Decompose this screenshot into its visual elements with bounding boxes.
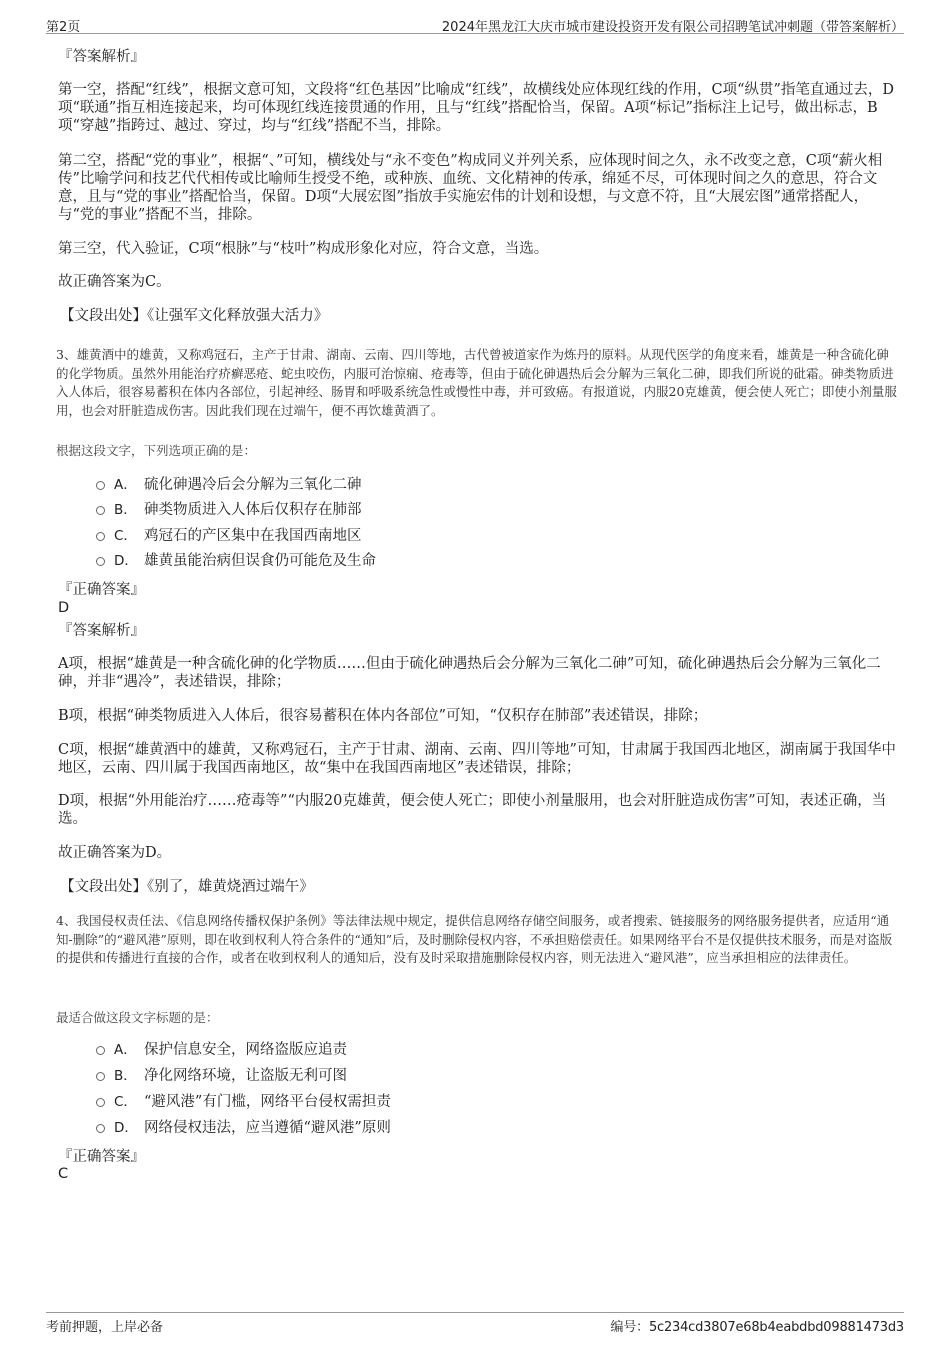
correct-answer: C xyxy=(58,1166,69,1182)
question-4-option-c[interactable]: C． “避风港”有门槛，网络平台侵权需担责 xyxy=(96,1092,391,1112)
source-line: 【文段出处】《别了，雄黄烧酒过端午》 xyxy=(60,879,314,895)
correct-answer-label: 『正确答案』 xyxy=(58,582,145,598)
footer-slogan: 考前押题，上岸必备 xyxy=(46,1320,164,1335)
question-3-option-d[interactable]: D． 雄黄虽能治病但误食仍可能危及生命 xyxy=(96,551,376,571)
analysis-conclusion: 故正确答案为D。 xyxy=(58,845,172,861)
analysis-label: 『答案解析』 xyxy=(58,49,145,65)
source-line: 【文段出处】《让强军文化释放强大活力》 xyxy=(60,308,329,324)
analysis-paragraph-3: 第三空，代入验证，C项“根脉”与“枝叶”构成形象化对应，符合文意，当选。 xyxy=(58,241,549,257)
radio-icon[interactable] xyxy=(96,1124,105,1133)
question-4-option-d[interactable]: D． 网络侵权违法，应当遵循“避风港”原则 xyxy=(96,1118,391,1138)
analysis-conclusion: 故正确答案为C。 xyxy=(58,274,171,290)
question-4-option-b[interactable]: B． 净化网络环境，让盗版无利可图 xyxy=(96,1066,347,1086)
radio-icon[interactable] xyxy=(96,1098,105,1107)
analysis-option-d: D项，根据“外用能治疗……疮毒等”“内服20克雄黄，便会使人死亡；即使小剂量服用，也会对肝脏造成伤害”可知，表述正确，当选。 xyxy=(58,793,887,827)
analysis-label: 『答案解析』 xyxy=(58,623,145,639)
document-title: 2024年黑龙江大庆市城市建设投资开发有限公司招聘笔试冲刺题（带答案解析） xyxy=(441,20,904,35)
question-3-option-a[interactable]: A． 硫化砷遇冷后会分解为三氧化二砷 xyxy=(96,475,362,495)
page-number: 第2页 xyxy=(46,20,81,35)
document-id: 编号：5c234cd3807e68b4eabdbd09881473d3 xyxy=(610,1320,904,1335)
radio-icon[interactable] xyxy=(96,481,105,490)
analysis-option-b: B项，根据“砷类物质进入人体后，很容易蓄积在体内各部位”可知，“仅积存在肺部”表述错误，排除； xyxy=(58,708,708,724)
question-3-text: 3、雄黄酒中的雄黄，又称鸡冠石，主产于甘肃、湖南、云南、四川等地，古代曾被道家作为炼丹的原料。从现代医学的角度来看，雄黄是一种含硫化砷的化学物质。虽然外用能治疗疥癣恶疮、蛇虫咬伤，内服可治惊痫、疮毒等，但由于硫化砷遇热后会分解为三氧化二砷，即我们所说的砒霜。砷类物质进入人体后，很容易蓄积在体内各部位，引起神经、肠胃和呼吸系统急性或慢性中毒，并可致癌。有报道说，内服20克雄黄，便会使人死亡；即使小剂量服用，也会对肝脏造成伤害。因此我们现在过端午，便不再饮雄黄酒了。 xyxy=(56,347,897,419)
correct-answer-label: 『正确答案』 xyxy=(58,1149,145,1165)
question-4-option-a[interactable]: A． 保护信息安全，网络盗版应追责 xyxy=(96,1040,347,1060)
analysis-option-a: A项，根据“雄黄是一种含硫化砷的化学物质……但由于硫化砷遇热后会分解为三氧化二砷”可知，硫化砷遇热后会分解为三氧化二砷，并非“遇冷”，表述错误，排除； xyxy=(58,656,881,690)
analysis-paragraph-1: 第一空，搭配“红线”，根据文意可知，文段将“红色基因”比喻成“红线”，故横线处应体现红线的作用，C项“纵贯”指笔直通过去，D项“联通”指互相连接起来，均可体现红线连接贯通的作用，且与“红线”搭配恰当，保留。A项“标记”指标注上记号，做出标志，B项“穿越”指跨过、越过、穿过，均与“红线”搭配不当，排除。 xyxy=(58,82,895,134)
radio-icon[interactable] xyxy=(96,1072,105,1081)
question-3-prompt: 根据这段文字，下列选项正确的是： xyxy=(56,443,257,458)
question-3-option-b[interactable]: B． 砷类物质进入人体后仅积存在肺部 xyxy=(96,500,362,520)
page-header xyxy=(46,14,904,34)
question-4-text: 4、我国侵权责任法、《信息网络传播权保护条例》等法律法规中规定，提供信息网络存储空间服务，或者搜索、链接服务的网络服务提供者，应适用“通知-删除”的“避风港”原则，即在收到权利人符合条件的“通知”后，及时删除侵权内容，不承担赔偿责任。如果网络平台不是仅提供技术服务，而是对盗版的提供和传播进行直接的合作，或者在收到权利人的通知后，没有及时采取措施删除侵权内容，则无法进入“避风港”，应当承担相应的法律责任。 xyxy=(56,913,893,966)
page-footer xyxy=(46,1312,904,1334)
question-4-prompt: 最适合做这段文字标题的是： xyxy=(56,1010,219,1025)
correct-answer: D xyxy=(58,600,70,616)
analysis-option-c: C项，根据“雄黄酒中的雄黄，又称鸡冠石，主产于甘肃、湖南、云南、四川等地”可知，甘肃属于我国西北地区，湖南属于我国华中地区，云南、四川属于我国西南地区，故“集中在我国西南地区”表述错误，排除； xyxy=(58,742,896,776)
radio-icon[interactable] xyxy=(96,506,105,515)
question-3-option-c[interactable]: C． 鸡冠石的产区集中在我国西南地区 xyxy=(96,526,362,546)
radio-icon[interactable] xyxy=(96,1046,105,1055)
analysis-paragraph-2: 第二空，搭配“党的事业”，根据“、”可知，横线处与“永不变色”构成同义并列关系，应体现时间之久，永不改变之意，C项“薪火相传”比喻学问和技艺代代相传或比喻师生授受不绝，或种族、血统、文化精神的传承，绵延不尽，可体现时间之久的意思，符合文意，且与“党的事业”搭配恰当，保留。D项“大展宏图”指放手实施宏伟的计划和设想，与文意不符，且“大展宏图”通常搭配人，与“党的事业”搭配不当，排除。 xyxy=(58,153,883,223)
radio-icon[interactable] xyxy=(96,557,105,566)
radio-icon[interactable] xyxy=(96,532,105,541)
